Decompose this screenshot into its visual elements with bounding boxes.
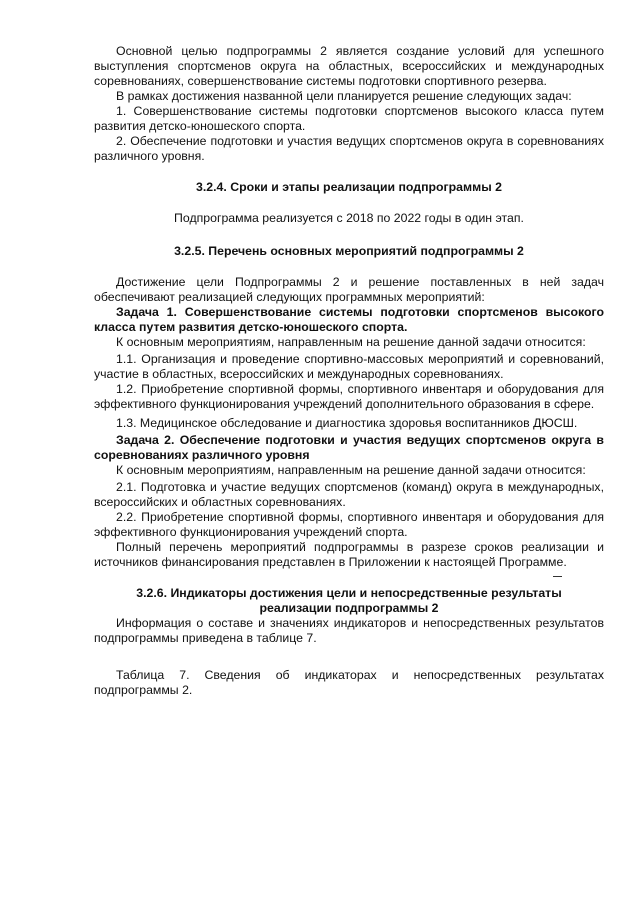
paragraph: Достижение цели Подпрограммы 2 и решение поставленных в ней задач обеспечивают реализацией следующих программных мероприятий: bbox=[94, 275, 604, 304]
section-heading: 3.2.4. Сроки и этапы реализации подпрограммы 2 bbox=[196, 180, 502, 194]
paragraph: К основным мероприятиям, направленным на решение данной задачи относится: bbox=[116, 463, 586, 477]
paragraph: Полный перечень мероприятий подпрограммы в разрезе сроков реализации и источников финансирования представлен в Приложении к настоящей Программе. bbox=[94, 540, 604, 569]
paragraph: 1.1. Организация и проведение спортивно-массовых мероприятий и соревнований, участие в областных, всероссийских и международных соревнованиях. bbox=[94, 352, 604, 381]
paragraph: Задача 1. Совершенствование системы подготовки спортсменов высокого класса путем развития детско-юношеского спорта. bbox=[94, 305, 604, 334]
paragraph: В рамках достижения названной цели планируется решение следующих задач: bbox=[116, 89, 572, 103]
paragraph: Задача 2. Обеспечение подготовки и участия ведущих спортсменов округа в соревнованиях различного уровня bbox=[94, 433, 604, 462]
paragraph: Информация о составе и значениях индикаторов и непосредственных результатов подпрограммы приведена в таблице 7. bbox=[94, 616, 604, 645]
paragraph: 1.2. Приобретение спортивной формы, спортивного инвентаря и оборудования для эффективного функционирования учреждений дополнительного образования в сфере. bbox=[94, 382, 604, 411]
paragraph: 1. Совершенствование системы подготовки спортсменов высокого класса путем развития детско-юношеского спорта. bbox=[94, 104, 604, 133]
paragraph: 2. Обеспечение подготовки и участия ведущих спортсменов округа в соревнованиях различного уровня. bbox=[94, 134, 604, 163]
section-heading: 3.2.5. Перечень основных мероприятий подпрограммы 2 bbox=[174, 244, 524, 258]
section-heading: 3.2.6. Индикаторы достижения цели и непосредственные результаты bbox=[136, 586, 562, 600]
stray-dash-mark bbox=[553, 576, 562, 577]
paragraph: Основной целью подпрограммы 2 является создание условий для успешного выступления спортсменов округа на областных, всероссийских и международных соревнованиях, совершенствование системы подготовки спортивного резерва. bbox=[94, 44, 604, 88]
paragraph: Таблица 7. Сведения об индикаторах и непосредственных результатах подпрограммы 2. bbox=[94, 668, 604, 697]
document-body bbox=[94, 44, 604, 698]
paragraph: Подпрограмма реализуется с 2018 по 2022 годы в один этап. bbox=[174, 211, 524, 225]
paragraph: К основным мероприятиям, направленным на решение данной задачи относится: bbox=[116, 335, 586, 349]
paragraph: 2.1. Подготовка и участие ведущих спортсменов (команд) округа в международных, всероссийских и областных соревнованиях. bbox=[94, 480, 604, 509]
paragraph: 1.3. Медицинское обследование и диагностика здоровья воспитанников ДЮСШ. bbox=[116, 416, 578, 430]
paragraph: 2.2. Приобретение спортивной формы, спортивного инвентаря и оборудования для эффективного функционирования учреждений спорта. bbox=[94, 510, 604, 539]
section-heading: реализации подпрограммы 2 bbox=[259, 601, 439, 615]
